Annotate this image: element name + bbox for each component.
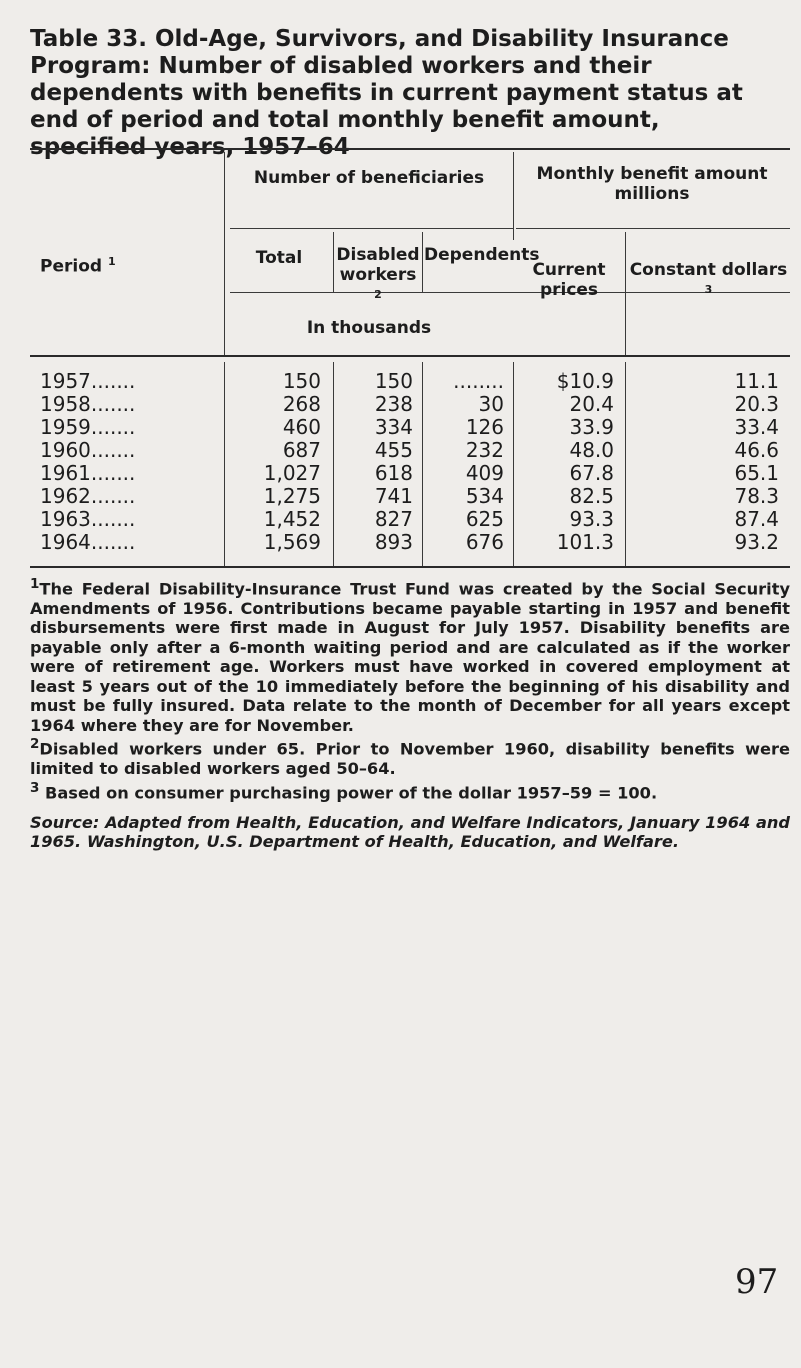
cell-dependents: 676	[465, 530, 504, 554]
cell-period: 1959.......	[40, 415, 136, 439]
header-period: Period $^1$	[40, 255, 116, 277]
header-total: Total	[255, 248, 303, 268]
column-divider	[422, 232, 423, 292]
top-rule	[30, 148, 790, 150]
cell-total: 1,027	[263, 461, 321, 485]
header-dependents: Dependents	[424, 245, 540, 265]
cell-disabled-workers: 150	[374, 369, 413, 393]
cell-constant-dollars: 11.1	[734, 369, 779, 393]
header-rule	[516, 228, 790, 229]
cell-period: 1958.......	[40, 392, 136, 416]
cell-disabled-workers: 238	[374, 392, 413, 416]
cell-current-prices: 101.3	[556, 530, 614, 554]
cell-constant-dollars: 20.3	[734, 392, 779, 416]
cell-disabled-workers: 893	[374, 530, 413, 554]
cell-disabled-workers: 455	[374, 438, 413, 462]
cell-period: 1961.......	[40, 461, 136, 485]
page-number: 97	[735, 1262, 779, 1302]
footnotes	[30, 575, 790, 852]
cell-total: 1,452	[263, 507, 321, 531]
column-divider	[625, 232, 626, 355]
cell-current-prices: 82.5	[569, 484, 614, 508]
column-divider	[625, 362, 626, 566]
header-monthly-benefit-amount: Monthly benefit amount millions	[536, 164, 768, 204]
cell-total: 268	[282, 392, 321, 416]
cell-period: 1963.......	[40, 507, 136, 531]
cell-disabled-workers: 741	[374, 484, 413, 508]
cell-disabled-workers: 334	[374, 415, 413, 439]
cell-constant-dollars: 78.3	[734, 484, 779, 508]
cell-dependents: 409	[465, 461, 504, 485]
column-divider	[333, 362, 334, 566]
header-in-thousands: In thousands	[306, 318, 432, 338]
cell-current-prices: 48.0	[569, 438, 614, 462]
cell-period: 1962.......	[40, 484, 136, 508]
header-number-of-beneficiaries: Number of beneficiaries	[253, 168, 485, 188]
cell-disabled-workers: 618	[374, 461, 413, 485]
column-divider	[422, 362, 423, 566]
header-bottom-rule	[30, 355, 790, 357]
table-bottom-rule	[30, 566, 790, 568]
cell-total: 687	[282, 438, 321, 462]
cell-period: 1964.......	[40, 530, 136, 554]
cell-current-prices: 93.3	[569, 507, 614, 531]
cell-total: 460	[282, 415, 321, 439]
cell-total: 150	[282, 369, 321, 393]
cell-total: 1,569	[263, 530, 321, 554]
cell-current-prices: 20.4	[569, 392, 614, 416]
header-constant-dollars: Constant dollars $^3$	[629, 260, 788, 296]
footnote: $^2$Disabled workers under 65. Prior to November 1960, disability benefits were limited to disabled workers aged 50–64.	[30, 736, 790, 779]
footnote: $^1$The Federal Disability-Insurance Trust Fund was created by the Social Security Amendments of 1956. Contributions became payable starting in 1957 and benefit disbursements were first made in August for July 1957. Disability benefits are payable only after a 6-month waiting period and are calculated as if the worker were of retirement age. Workers must have worked in covered employment at least 5 years out of the 10 immediately before the beginning of his disability and must be fully insured. Data relate to the month of December for all years except 1964 where they are for November.	[30, 576, 790, 735]
source-note: Source: Adapted from Health, Education, and Welfare Indicators, January 1964 and 1965. Washington, U.S. Department of Health, Education, and Welfare.	[30, 812, 790, 852]
cell-current-prices: $10.9	[556, 369, 614, 393]
cell-constant-dollars: 46.6	[734, 438, 779, 462]
cell-dependents: 625	[465, 507, 504, 531]
header-current-prices: Current prices	[532, 260, 606, 300]
cell-disabled-workers: 827	[374, 507, 413, 531]
header-rule	[230, 228, 513, 229]
cell-dependents: 30	[478, 392, 504, 416]
cell-period: 1960.......	[40, 438, 136, 462]
cell-constant-dollars: 33.4	[734, 415, 779, 439]
table-title: Table 33. Old-Age, Survivors, and Disability Insurance Program: Number of disabled workers and their dependents with benefits in current payment status at end of period and total monthly benefit amount, specified years, 1957–64	[30, 26, 743, 160]
cell-current-prices: 33.9	[569, 415, 614, 439]
cell-constant-dollars: 65.1	[734, 461, 779, 485]
cell-constant-dollars: 93.2	[734, 530, 779, 554]
column-divider	[333, 232, 334, 292]
cell-constant-dollars: 87.4	[734, 507, 779, 531]
footnote: $^3$ Based on consumer purchasing power of the dollar 1957–59 = 100.	[30, 779, 658, 803]
cell-dependents: 232	[465, 438, 504, 462]
header-disabled-workers: Disabled workers $^2$	[336, 245, 420, 301]
cell-period: 1957.......	[40, 369, 136, 393]
cell-total: 1,275	[263, 484, 321, 508]
cell-dependents: ........	[453, 369, 504, 393]
cell-dependents: 534	[465, 484, 504, 508]
cell-dependents: 126	[465, 415, 504, 439]
cell-current-prices: 67.8	[569, 461, 614, 485]
